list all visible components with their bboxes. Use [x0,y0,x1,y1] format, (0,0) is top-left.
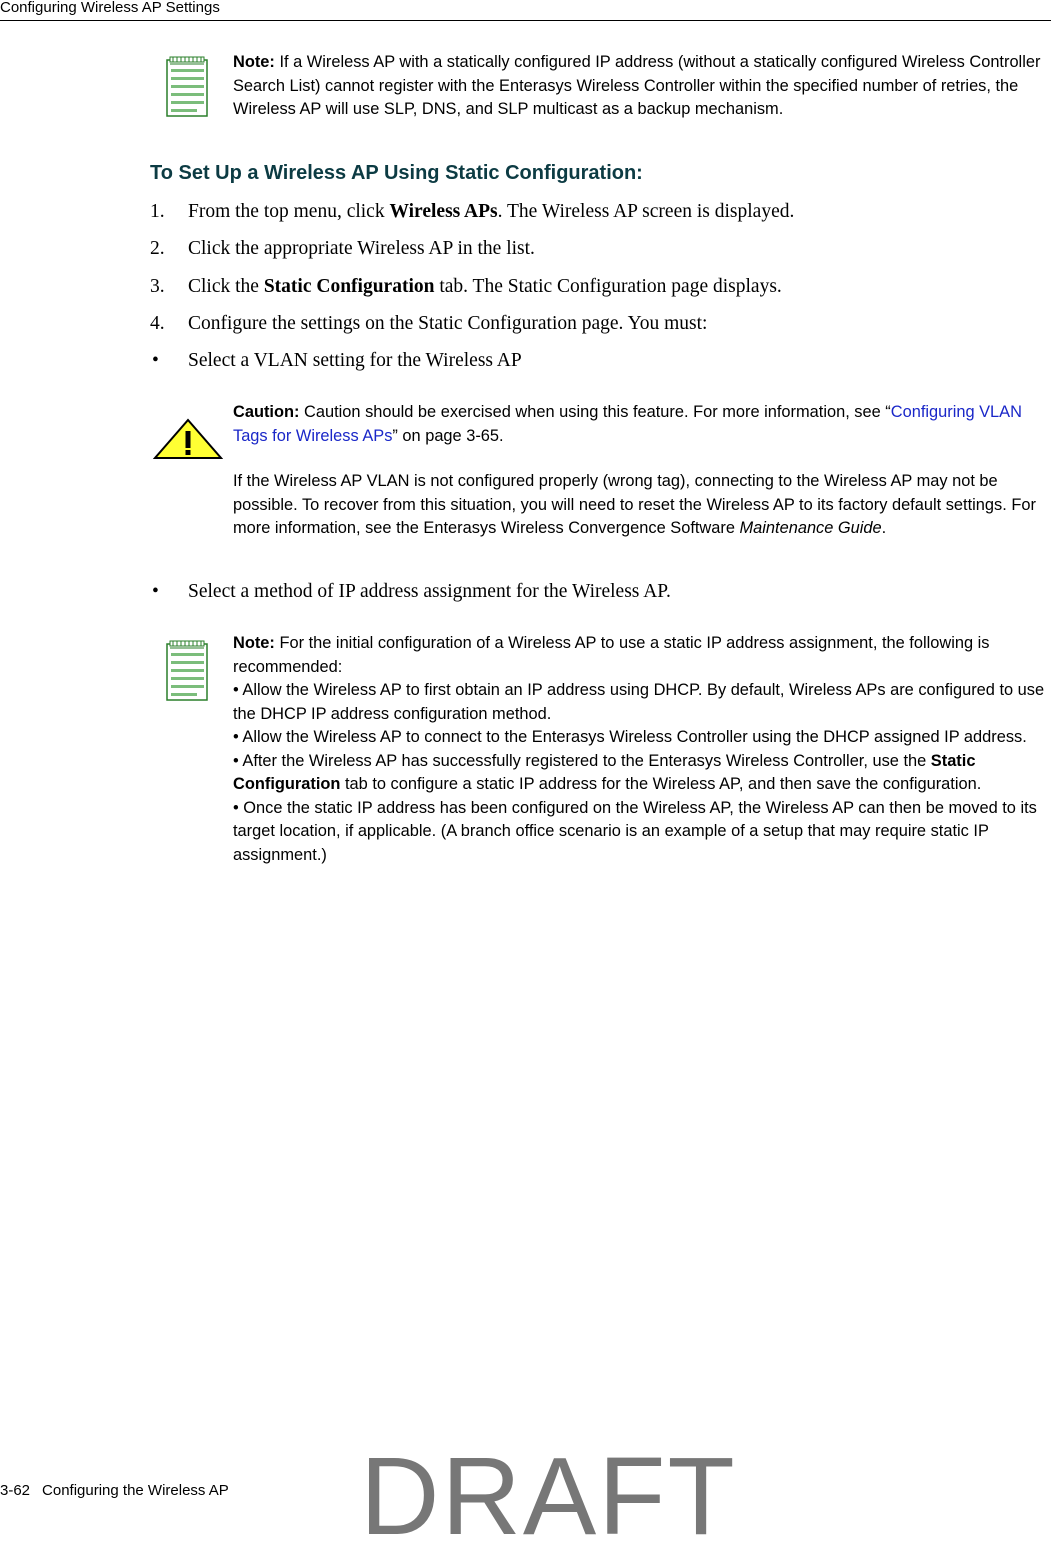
page-footer [0,1482,229,1499]
step-number: 4. [150,313,165,334]
step-text [188,276,782,298]
note-label: Note: [233,53,275,71]
caution-paragraph-2 [233,470,1048,541]
note-block-1 [233,51,1048,122]
running-header: Configuring Wireless AP Settings [0,0,220,16]
step-text [188,201,794,223]
note-item-text: tab to configure a static IP address for the Wireless AP, and then save the configuration. [340,775,982,793]
caution-text: Caution should be exercised when using this feature. For more information, see “ [299,403,891,421]
tab-reference: Static Configuration [263,276,435,297]
step-text: Configure the settings on the Static Configuration page. You must: [188,313,708,334]
step-number: 1. [150,201,165,222]
step-number: 2. [150,238,165,259]
note-label: Note: [233,634,275,652]
note-item-text: • After the Wireless AP has successfully registered to the Enterasys Wireless Controller, use the [233,751,931,770]
caution-text: . [881,519,887,537]
note-item: • Allow the Wireless AP to connect to the Enterasys Wireless Controller using the DHCP assigned IP address. [233,728,1027,746]
tab-reference: Static Configuration [233,751,976,793]
note-item: • Once the static IP address has been configured on the Wireless AP, the Wireless AP can then be moved to its target location, if applicable. (A branch office scenario is an example of a setup that may require static IP assignment.) [233,798,1037,864]
guide-title: Maintenance Guide [739,519,882,537]
footer-title: Configuring the Wireless AP [42,1482,229,1499]
bullet-text: Select a VLAN setting for the Wireless AP [188,350,522,371]
step-text-part: Click the [188,276,264,297]
step-text-part: From the top menu, click [188,201,390,222]
cross-reference-link[interactable]: Configuring VLAN Tags for Wireless APs [233,403,1022,445]
bullet-marker: • [152,350,159,371]
note-body: If a Wireless AP with a statically configured IP address (without a statically configured Wireless Controller Search List) cannot register with the Enterasys Wireless Controller within the specified number of retries, the Wireless AP will use SLP, DNS, and SLP multicast as a backup mechanism. [233,53,1041,118]
step-text-part: . The Wireless AP screen is displayed. [497,201,795,222]
header-rule [0,20,1051,21]
note-item: • Allow the Wireless AP to first obtain an IP address using DHCP. By default, Wireless APs are configured to use the DHCP IP address configuration method. [233,681,1045,723]
step-text-part: tab. The Static Configuration page displays. [434,276,782,297]
bullet-text: Select a method of IP address assignment for the Wireless AP. [188,581,671,602]
note-intro [233,632,1048,679]
procedure-heading: To Set Up a Wireless AP Using Static Configuration: [150,162,643,184]
note-body: For the initial configuration of a Wireless AP to use a static IP address assignment, the following is recommended: [233,634,990,676]
note-icon [164,638,210,702]
page-number: 3-62 [0,1482,31,1499]
step-text: Click the appropriate Wireless AP in the list. [188,238,535,259]
draft-watermark: DRAFT [360,1435,737,1558]
caution-text: ” on page 3-65. [392,426,504,445]
note-icon [164,54,210,118]
caution-text: If the Wireless AP VLAN is not configured properly (wrong tag), connecting to the Wireless AP may not be possible. To recover from this situation, you will need to reset the Wireless AP to its factory default settings. For more information, see the Enterasys Wireless Convergence Software [233,472,1036,537]
bullet-marker: • [152,581,159,602]
menu-reference: Wireless APs [389,201,498,222]
caution-icon [153,418,223,460]
step-number: 3. [150,276,165,297]
caution-label: Caution: [233,403,300,421]
note-item [233,750,1048,797]
note-block-2 [233,632,1048,867]
caution-block [233,401,1048,448]
